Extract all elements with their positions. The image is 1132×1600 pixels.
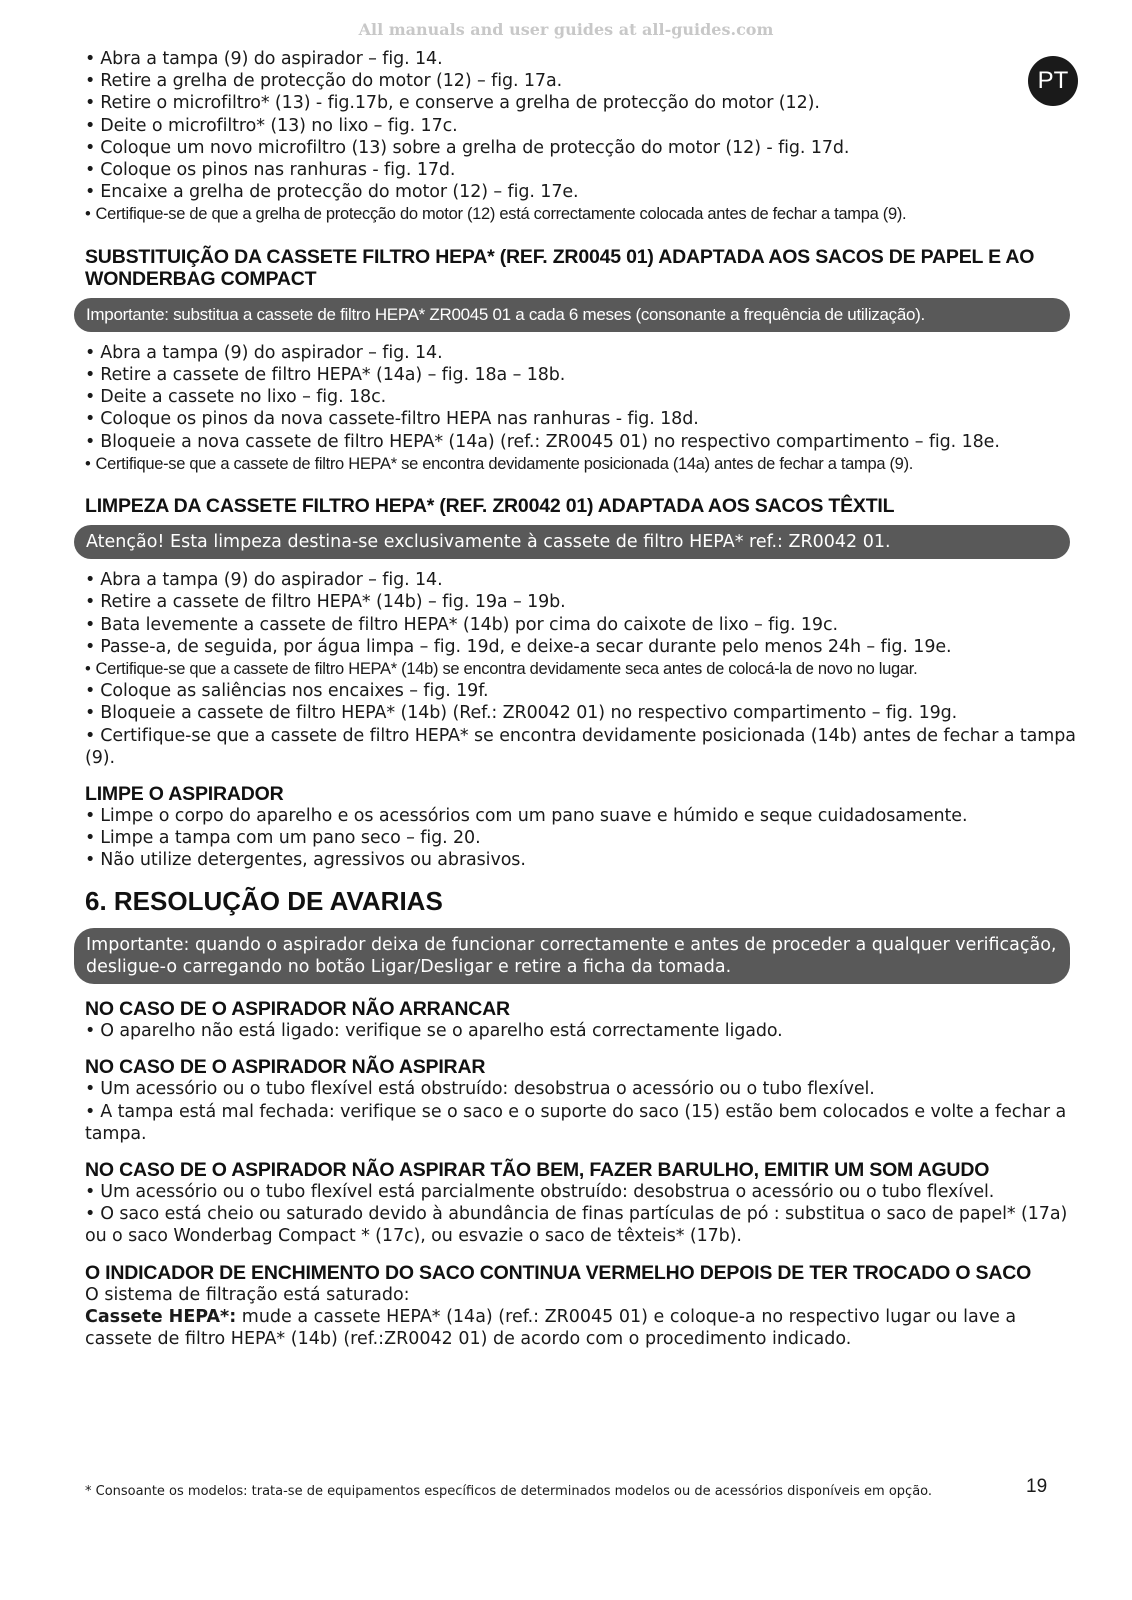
page-content <box>85 48 1080 1350</box>
list-item: • Bata levemente a cassete de filtro HEPA* (14b) por cima do caixote de lixo – fig. 19c. <box>85 614 1080 636</box>
language-badge: PT <box>1028 56 1078 106</box>
list-item: • Coloque um novo microfiltro (13) sobre a grelha de protecção do motor (12) - fig. 17d. <box>85 137 1080 159</box>
section-heading: LIMPEZA DA CASSETE FILTRO HEPA* (REF. ZR0042 01) ADAPTADA AOS SACOS TÊXTIL <box>85 495 895 518</box>
list-item: • Limpe o corpo do aparelho e os acessórios com um pano suave e húmido e seque cuidadosamente. <box>85 805 1080 827</box>
list-item: • Retire o microfiltro* (13) - fig.17b, e conserve a grelha de protecção do motor (12). <box>85 92 1080 114</box>
list-item: • Retire a grelha de protecção do motor (12) – fig. 17a. <box>85 70 1080 92</box>
list-item: • Certifique-se de que a grelha de protecção do motor (12) está correctamente colocada antes de fechar a tampa (9). <box>85 203 1080 225</box>
list-item: • Um acessório ou o tubo flexível está parcialmente obstruído: desobstrua o acessório ou o tubo flexível. <box>85 1181 1080 1203</box>
list-item: • Um acessório ou o tubo flexível está obstruído: desobstrua o acessório ou o tubo flexível. <box>85 1078 1080 1100</box>
list-item: • Não utilize detergentes, agressivos ou abrasivos. <box>85 849 1080 871</box>
section-heading: NO CASO DE O ASPIRADOR NÃO ASPIRAR <box>85 1056 486 1079</box>
no-suction-items <box>85 1078 1080 1145</box>
no-start-items <box>85 1020 1080 1042</box>
list-item: • Coloque os pinos nas ranhuras - fig. 17d. <box>85 159 1080 181</box>
indicator-text: O sistema de filtração está saturado: <box>85 1284 410 1305</box>
list-item: • Deite a cassete no lixo – fig. 18c. <box>85 386 1080 408</box>
list-item: • Coloque os pinos da nova cassete-filtro HEPA nas ranhuras - fig. 18d. <box>85 408 1080 430</box>
chapter-title: 6. RESOLUÇÃO DE AVARIAS <box>85 885 443 916</box>
list-item: • Deite o microfiltro* (13) no lixo – fig. 17c. <box>85 115 1080 137</box>
list-item: • Encaixe a grelha de protecção do motor (12) – fig. 17e. <box>85 181 1080 203</box>
section-heading: SUBSTITUIÇÃO DA CASSETE FILTRO HEPA* (REF. ZR0045 01) ADAPTADA AOS SACOS DE PAPEL E AO WONDERBAG COMPACT <box>85 245 1035 290</box>
watermark: All manuals and user guides at all-guides.com <box>358 20 774 39</box>
list-item: • Bloqueie a nova cassete de filtro HEPA* (14a) (ref.: ZR0045 01) no respectivo compartimento – fig. 18e. <box>85 431 1080 453</box>
microfilter-steps <box>85 48 1080 226</box>
list-item: • Retire a cassete de filtro HEPA* (14b) – fig. 19a – 19b. <box>85 591 1080 613</box>
attention-note: Atenção! Esta limpeza destina-se exclusivamente à cassete de filtro HEPA* ref.: ZR0042 01. <box>74 525 1070 559</box>
section-heading: NO CASO DE O ASPIRADOR NÃO ARRANCAR <box>85 998 510 1021</box>
list-item: • Abra a tampa (9) do aspirador – fig. 14. <box>85 48 1080 70</box>
cleaning-steps <box>85 805 1080 872</box>
indicator-instruction <box>85 1306 1080 1350</box>
list-item: • A tampa está mal fechada: verifique se o saco e o suporte do saco (15) estão bem colocados e volte a fechar a tampa. <box>85 1101 1080 1145</box>
instruction-text: mude a cassete HEPA* (14a) (ref.: ZR0045 01) e coloque-a no respectivo lugar ou lave a cassete de filtro HEPA* (14b) (ref.:ZR0042 01) de acordo com o procedimento indicado. <box>85 1306 1017 1349</box>
list-item: • Abra a tampa (9) do aspirador – fig. 14. <box>85 569 1080 591</box>
important-note: Importante: substitua a cassete de filtro HEPA* ZR0045 01 a cada 6 meses (consonante a frequência de utilização). <box>74 298 1070 332</box>
hepa-textile-steps <box>85 569 1080 769</box>
list-item: • Certifique-se que a cassete de filtro HEPA* se encontra devidamente posicionada (14a) antes de fechar a tampa (9). <box>85 453 1080 475</box>
list-item: • Passe-a, de seguida, por água limpa – fig. 19d, e deixe-a secar durante pelo menos 24h – fig. 19e. <box>85 636 1080 658</box>
section-heading: O INDICADOR DE ENCHIMENTO DO SACO CONTINUA VERMELHO DEPOIS DE TER TROCADO O SACO <box>85 1261 1032 1284</box>
hepa-paper-steps <box>85 342 1080 475</box>
bold-label: Cassete HEPA*: <box>85 1306 237 1327</box>
list-item: • Certifique-se que a cassete de filtro HEPA* (14b) se encontra devidamente seca antes de colocá-la de novo no lugar. <box>85 658 1080 680</box>
weak-suction-items <box>85 1181 1080 1248</box>
footnote: * Consoante os modelos: trata-se de equipamentos específicos de determinados modelos ou de acessórios disponíveis em opção. <box>85 1484 933 1499</box>
list-item: • Coloque as saliências nos encaixes – fig. 19f. <box>85 680 1080 702</box>
list-item: • Limpe a tampa com um pano seco – fig. 20. <box>85 827 1080 849</box>
list-item: • Retire a cassete de filtro HEPA* (14a) – fig. 18a – 18b. <box>85 364 1080 386</box>
list-item: • Certifique-se que a cassete de filtro HEPA* se encontra devidamente posicionada (14b) antes de fechar a tampa (9). <box>85 725 1080 769</box>
section-heading: NO CASO DE O ASPIRADOR NÃO ASPIRAR TÃO BEM, FAZER BARULHO, EMITIR UM SOM AGUDO <box>85 1158 990 1181</box>
list-item: • Bloqueie a cassete de filtro HEPA* (14b) (Ref.: ZR0042 01) no respectivo compartimento – fig. 19g. <box>85 702 1080 724</box>
page-number: 19 <box>1026 1476 1048 1497</box>
list-item: • O aparelho não está ligado: verifique se o aparelho está correctamente ligado. <box>85 1020 1080 1042</box>
list-item: • O saco está cheio ou saturado devido à abundância de finas partículas de pó : substitua o saco de papel* (17a) ou o saco Wonderbag Compact * (17c), ou esvazie o saco de têxteis* (17b). <box>85 1203 1080 1247</box>
list-item: • Abra a tampa (9) do aspirador – fig. 14. <box>85 342 1080 364</box>
section-heading: LIMPE O ASPIRADOR <box>85 783 284 806</box>
important-note: Importante: quando o aspirador deixa de funcionar correctamente e antes de proceder a qualquer verificação, desligue-o carregando no botão Ligar/Desligar e retire a ficha da tomada. <box>74 928 1070 984</box>
